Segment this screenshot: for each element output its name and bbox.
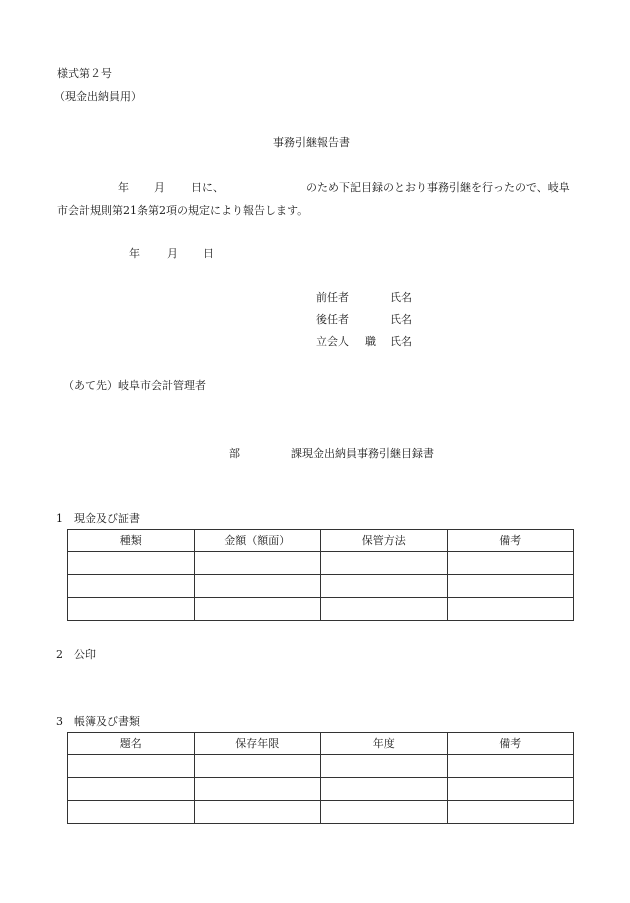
- table-cell[interactable]: [447, 575, 574, 598]
- signature-title: 職: [365, 335, 376, 348]
- column-header: 備考: [447, 733, 574, 755]
- table-cell[interactable]: [194, 575, 321, 598]
- column-header: 種類: [68, 530, 195, 552]
- table-row: [68, 755, 574, 778]
- table-cell[interactable]: [194, 598, 321, 621]
- table-row: [68, 801, 574, 824]
- body-day-label: 日に、: [191, 181, 224, 194]
- column-header: 金額（額面）: [194, 530, 321, 552]
- table-cell[interactable]: [194, 778, 321, 801]
- body-month-label: 月: [154, 181, 165, 194]
- addressee: （あて先）岐阜市会計管理者: [63, 379, 206, 392]
- table-cell[interactable]: [68, 575, 195, 598]
- signature-name-label: 氏名: [390, 291, 412, 304]
- cash-securities-table: [67, 529, 574, 621]
- date-month-label: 月: [167, 247, 178, 260]
- signature-name-label: 氏名: [390, 335, 412, 348]
- table-cell[interactable]: [447, 755, 574, 778]
- table-cell[interactable]: [447, 801, 574, 824]
- column-header: 備考: [447, 530, 574, 552]
- table-cell[interactable]: [194, 552, 321, 575]
- column-header: 題名: [68, 733, 195, 755]
- table-cell[interactable]: [321, 598, 448, 621]
- table-cell[interactable]: [447, 778, 574, 801]
- table-cell[interactable]: [68, 778, 195, 801]
- signature-role: 前任者: [316, 291, 349, 304]
- table-cell[interactable]: [321, 778, 448, 801]
- table-row: [68, 598, 574, 621]
- table-cell[interactable]: [194, 755, 321, 778]
- table-row: [68, 552, 574, 575]
- table-cell[interactable]: [321, 552, 448, 575]
- body-text-line1: のため下記目録のとおり事務引継を行ったので、岐阜: [306, 181, 570, 194]
- books-documents-table: [67, 732, 574, 824]
- table-cell[interactable]: [321, 575, 448, 598]
- form-subtitle: （現金出納員用）: [54, 90, 142, 103]
- signature-name-label: 氏名: [390, 313, 412, 326]
- table-row: [68, 778, 574, 801]
- date-day-label: 日: [203, 247, 214, 260]
- column-header: 保存年限: [194, 733, 321, 755]
- table-cell[interactable]: [447, 552, 574, 575]
- body-text-line2: 市会計規則第21条第2項の規定により報告します。: [57, 204, 309, 217]
- section-label-seal: 2 公印: [56, 648, 96, 661]
- inventory-dept-label: 部: [229, 447, 240, 460]
- column-header: 年度: [321, 733, 448, 755]
- inventory-title: 課現金出納員事務引継目録書: [291, 447, 434, 460]
- column-header: 保管方法: [321, 530, 448, 552]
- table-cell[interactable]: [68, 801, 195, 824]
- date-year-label: 年: [129, 247, 140, 260]
- section-label-books: 3 帳簿及び書類: [56, 715, 140, 728]
- report-title: 事務引継報告書: [273, 136, 350, 149]
- table-row: [68, 575, 574, 598]
- table-cell[interactable]: [68, 755, 195, 778]
- signature-role: 立会人: [316, 335, 349, 348]
- table-header-row: [68, 530, 574, 552]
- table-cell[interactable]: [194, 801, 321, 824]
- table-cell[interactable]: [321, 755, 448, 778]
- table-cell[interactable]: [321, 801, 448, 824]
- signature-role: 後任者: [316, 313, 349, 326]
- table-cell[interactable]: [68, 552, 195, 575]
- section-label-cash: 1 現金及び証書: [56, 512, 140, 525]
- table-cell[interactable]: [447, 598, 574, 621]
- table-cell[interactable]: [68, 598, 195, 621]
- body-year-label: 年: [118, 181, 129, 194]
- table-header-row: [68, 733, 574, 755]
- form-number: 様式第２号: [57, 67, 112, 80]
